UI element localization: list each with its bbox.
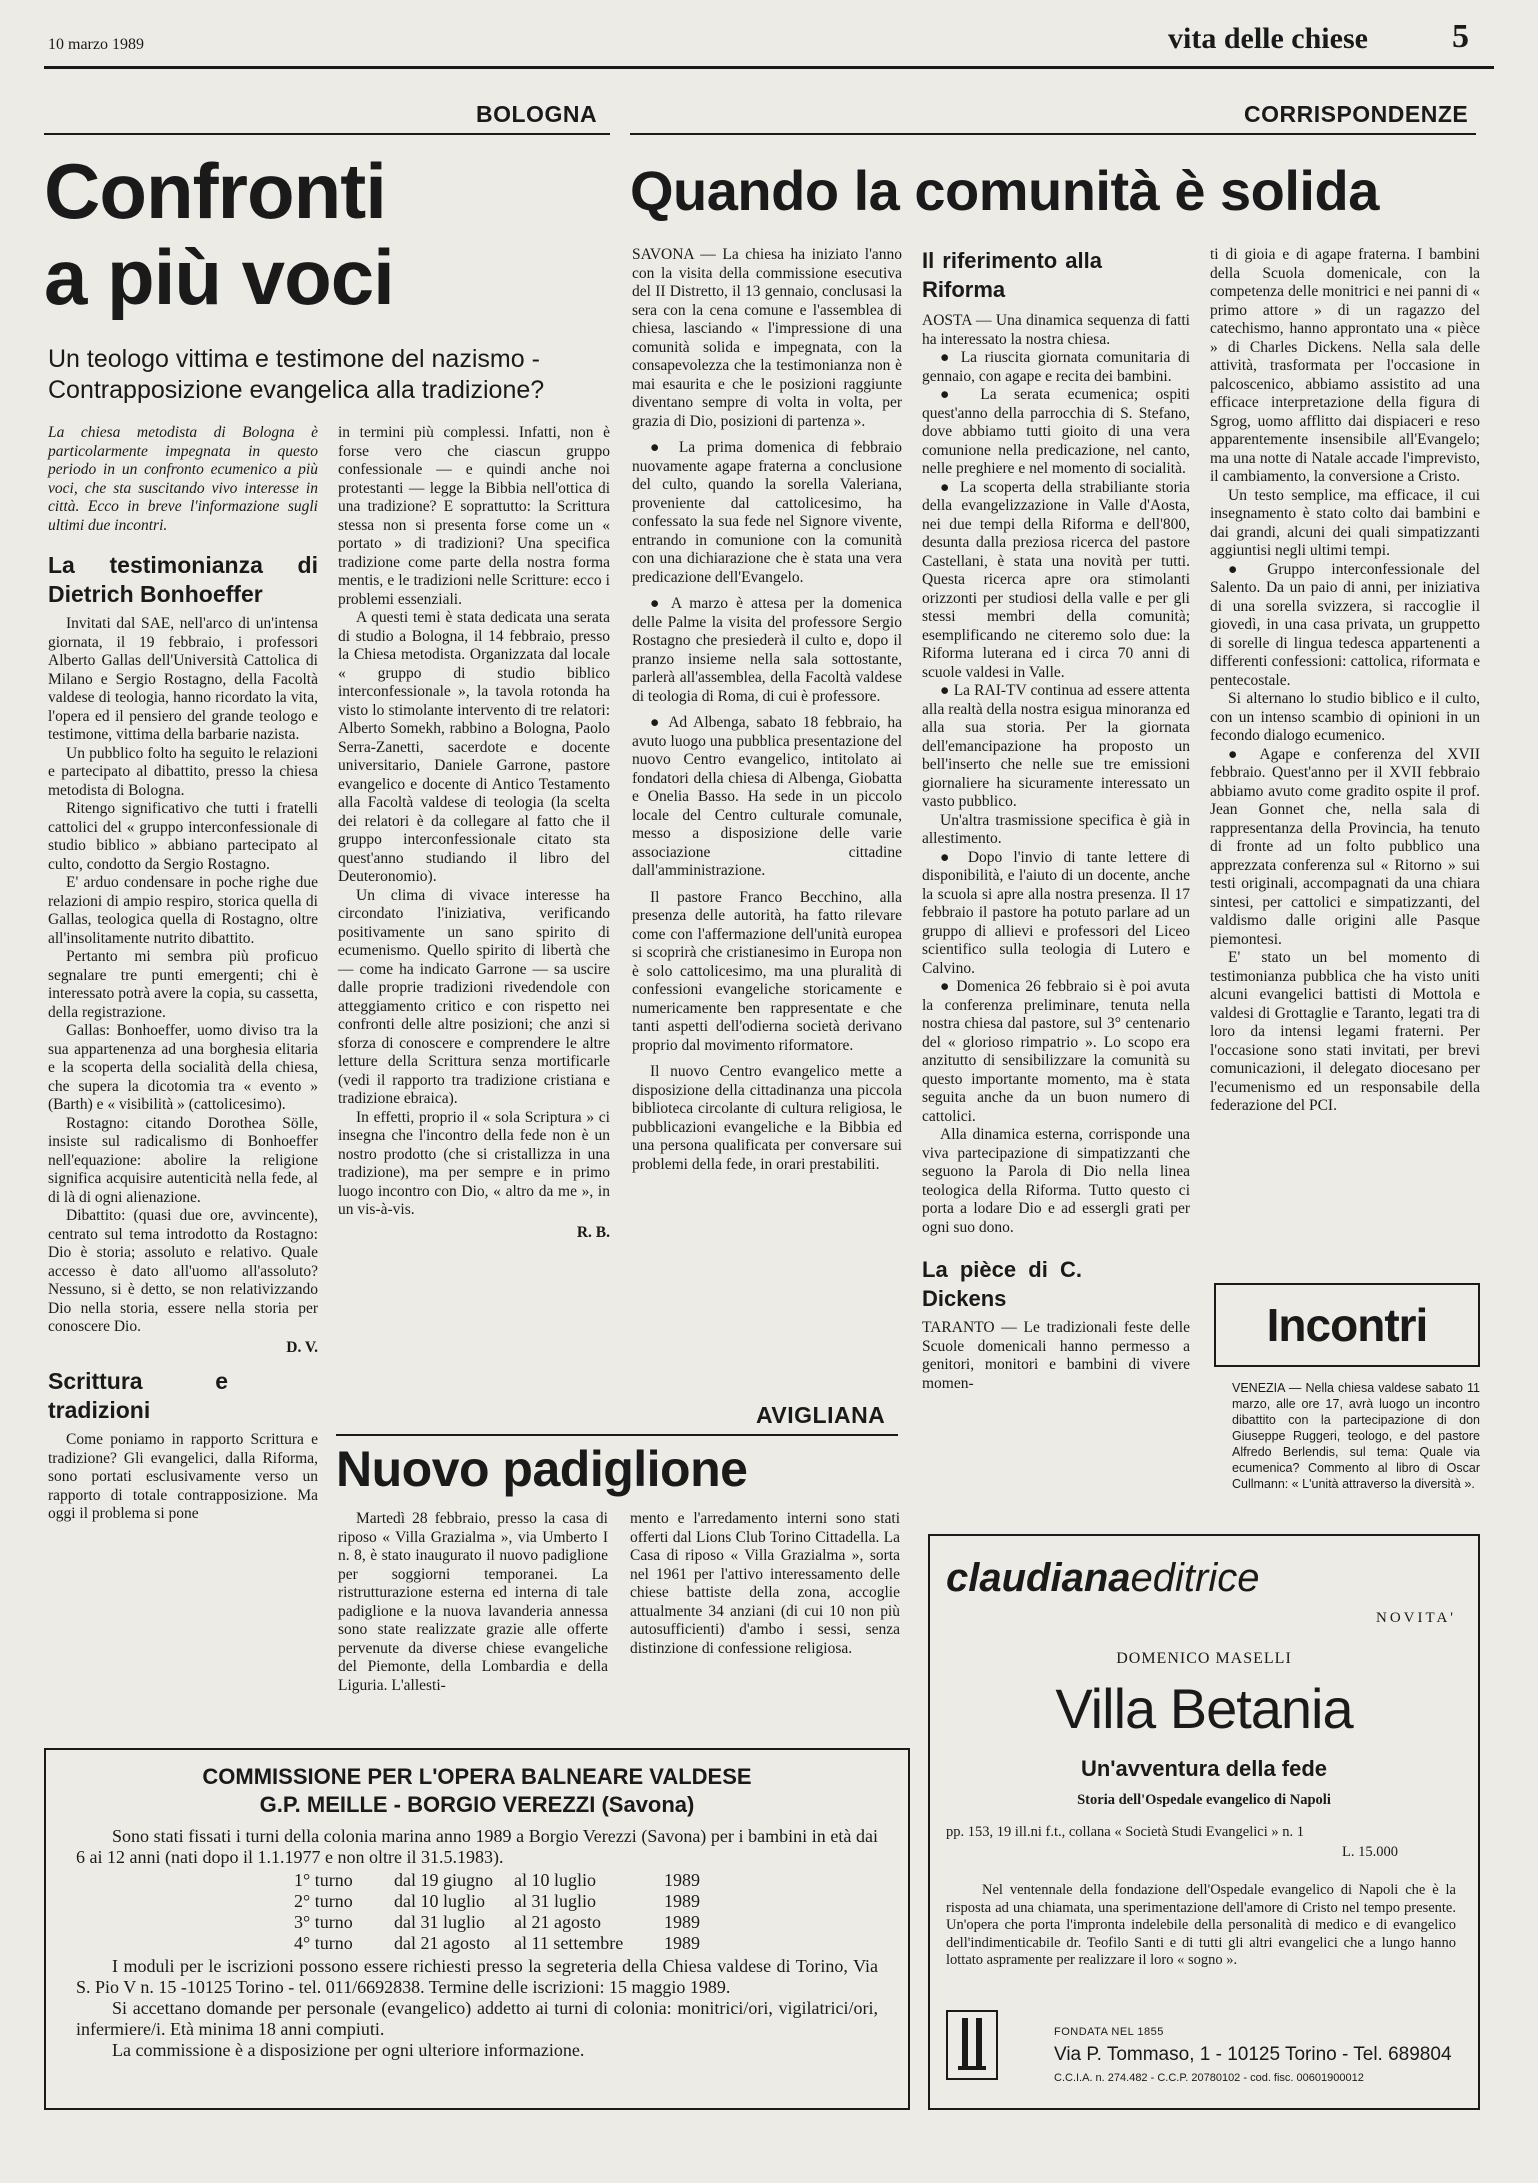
- turno-row: [294, 1912, 908, 1933]
- turno-number: 3° turno: [294, 1912, 353, 1932]
- book-author: DOMENICO MASELLI: [1116, 1650, 1292, 1667]
- book-details: pp. 153, 19 ill.ni f.t., collana « Società Studi Evangelici » n. 1: [946, 1824, 1305, 1840]
- signature-rb: R. B.: [576, 1223, 610, 1241]
- publisher-address: Via P. Tommaso, 1 - 10125 Torino - Tel. 689804: [1054, 2044, 1452, 2065]
- paragraph: Dibattito: (quasi due ore, avvincente), centrato sul tema introdotto da Rostagno: Dio è storia; assoluto e relativo. Quale accesso è dato all'uomo all'assoluto? Nessuno, si è detto, se non relativizzando Dio nella storia, essere nella storia per conoscere Dio.: [48, 1207, 318, 1335]
- subhead-dickens: La pièce di C. Dickens: [922, 1257, 1082, 1311]
- commissione-intro: Sono stati fissati i turni della colonia marina anno 1989 a Borgio Verezzi (Savona) per i bambini in età dai 6 ai 12 anni (nati dopo il 1.1.1977 e non oltre il 31.5.1983).: [76, 1826, 878, 1867]
- brand-bold: claudiana: [946, 1556, 1131, 1600]
- turno-row: [294, 1933, 908, 1954]
- paragraph: A questi temi è stata dedicata una serata di studio a Bologna, il 14 febbraio, presso la Chiesa metodista. Organizzata dal locale « gruppo di studio biblico interconfessionale », la tavola rotonda ha visto lo stimolante intervento di tre relatori: Alberto Somekh, rabbino a Bologna, Paolo Serra-Zanetti, sacerdote e docente universitario, Daniele Garrone, pastore evangelico e docente di Antico Testamento alla Facoltà valdese di teologia (la scelta dei relatori è da collegare al fatto che il gruppo interconfessionale citato sta quest'anno studiando il libro del Deuteronomio).: [338, 609, 610, 885]
- paragraph: AOSTA — Una dinamica sequenza di fatti ha interessato la nostra chiesa.: [922, 312, 1190, 348]
- commissione-body1: I moduli per le iscrizioni possono essere richiesti presso la segreteria della Chiesa valdese di Torino, Via S. Pio V n. 15 -10125 Torino - tel. 011/6692838. Termine delle iscrizioni: 15 maggio 1989.: [76, 1956, 878, 1997]
- paragraph: Invitati dal SAE, nell'arco di un'intensa giornata, il 19 febbraio, i professori Alberto Gallas dell'Università Cattolica di Milano e Sergio Rostagno, della Facoltà valdese di teologia, hanno ricordato la vita, l'opera ed il pensiero del grande teologo e testimone, vittima della barbarie nazista.: [48, 615, 318, 743]
- signature-dv: D. V.: [286, 1338, 318, 1356]
- paragraph: ● La RAI-TV continua ad essere attenta alla realtà della nostra esigua minoranza ed alla sua storia. Per la giornata dell'emancipazione ha proposto un bell'inserto che nelle sue tre emissioni giornaliere ha sicuramente interessato un vasto pubblico.: [922, 682, 1190, 810]
- paragraph: In effetti, proprio il « sola Scriptura » ci insegna che l'incontro della fede non è un nostro prodotto (che si cristallizza in una tradizione), ma per sempre e in primo luogo incontro con Dio, « altro da me », in un vis-à-vis.: [338, 1108, 610, 1218]
- right-col-2: [922, 246, 1190, 1393]
- paragraph: in termini più complessi. Infatti, non è forse vero che ciascun gruppo confessionale — e quindi anche noi protestanti — legge la Bibbia nell'ottica di una tradizione? E soprattutto: la Scrittura stessa non si presenta forse come un « portato » di tradizioni? Una specifica tradizione come parte della nostra forma mentis, e le tradizioni nelle Scritture: ecco i problemi essenziali.: [338, 424, 610, 608]
- turno-row: [294, 1870, 908, 1891]
- intro-paragraph: La chiesa metodista di Bologna è particolarmente impegnata in questo periodo in un confronto ecumenico a più voci, che sta suscitando vivo interesse in città. Ecco in breve l'informazione sugli ultimi due incontri.: [48, 424, 318, 534]
- book-title: Villa Betania: [1055, 1677, 1353, 1740]
- section-label-bologna: BOLOGNA: [476, 101, 598, 127]
- paragraph: ● Gruppo interconfessionale del Salento. Da un paio di anni, per iniziativa di una sorella svizzera, si raccoglie il giovedì, in una casa privata, un gruppetto di sorelle di lingua tedesca appartenenti a differenti confessioni: cattolica, riformata e pentecostale.: [1210, 560, 1480, 689]
- paragraph: Un clima di vivace interesse ha circondato l'iniziativa, verificando positivamente un sano spirito di ecumenismo. Quello spirito di libertà che — come ha indicato Garrone — sa uscire dalle proprie tradizioni rivedendole con atteggiamento critico e con rispetto nei confronti delle altre posizioni; che anzi si sforza di conoscere e comprendere le altre letture della Scrittura senza mortificarle (vedi il rapporto tra tradizione cristiana e tradizione ebraica).: [338, 886, 610, 1107]
- subhead-riforma: Il riferimento alla Riforma: [922, 248, 1102, 302]
- turno-end: al 10 luglio: [514, 1870, 596, 1890]
- paragraph: Il nuovo Centro evangelico mette a disposizione della cittadinanza una piccola biblioteca circolante di cultura religiosa, le pubblicazioni evangeliche e la Bibbia ed una persona qualificata per conversare sui problemi della fede, in orari prestabiliti.: [632, 1063, 902, 1173]
- avigliana-col-b: [630, 1510, 900, 1658]
- turno-end: al 31 luglio: [514, 1891, 596, 1911]
- article-title-line1: Confronti: [44, 147, 386, 235]
- paragraph: ● Domenica 26 febbraio si è poi avuta la conferenza preliminare, tenuta nella nostra chiesa dal pastore, sul 3° centenario del « glorioso rimpatrio ». Lo scopo era anzitutto di sensibilizzare la comunità su questo importante momento, ma è stata seguita anche da un buon numero di cattolici.: [922, 978, 1190, 1125]
- turno-number: 1° turno: [294, 1870, 353, 1890]
- paragraph: Ritengo significativo che tutti i fratelli cattolici del « gruppo interconfessionale di studio biblico » abbiano partecipato al culto, condotto da Sergio Rostagno.: [48, 800, 318, 873]
- turno-end: al 21 agosto: [514, 1912, 601, 1932]
- turno-year: 1989: [664, 1870, 700, 1890]
- paragraph: Gallas: Bonhoeffer, uomo diviso tra la sua appartenenza ad una borghesia elitaria e la scoperta della socialità della chiesa, che supera la dicotomia tra « evento » (Barth) e « visibilità » (cattolicesimo).: [48, 1022, 318, 1113]
- paragraph: Come poniamo in rapporto Scrittura e tradizione? Gli evangelici, dalla Riforma, sono portati esclusivamente verso un rapporto di totale contrapposizione. Ma oggi il problema si pone: [48, 1431, 318, 1522]
- novita-label: NOVITA': [1376, 1610, 1456, 1626]
- masthead: vita delle chiese: [1168, 22, 1368, 55]
- incontri-text: VENEZIA — Nella chiesa valdese sabato 11 marzo, alle ore 17, avrà luogo un incontro dibattito con la partecipazione di don Giuseppe Ruggeri, teologo, e del pastore Alfredo Berlendis, sul tema: Quale via ecumenica? Commento al libro di Oscar Cullmann: « L'unità attraverso la diversità ».: [1232, 1381, 1480, 1491]
- claudiana-brand: [946, 1556, 1259, 1601]
- section-label-avigliana: AVIGLIANA: [756, 1402, 886, 1428]
- paragraph: TARANTO — Le tradizionali feste delle Scuole domenicali hanno permesso a genitori, monitori e bambini di vivere momen-: [922, 1319, 1190, 1392]
- book-price: L. 15.000: [1342, 1844, 1398, 1860]
- turno-start: dal 31 luglio: [394, 1912, 485, 1932]
- subhead-bonhoeffer: La testimonianza di Dietrich Bonhoeffer: [48, 552, 318, 607]
- right-col-1: [632, 246, 902, 1174]
- paragraph: ● La riuscita giornata comunitaria di gennaio, con agape e recita dei bambini.: [922, 349, 1190, 385]
- turno-start: dal 10 luglio: [394, 1891, 485, 1911]
- subhead-scrittura: Scrittura e tradizioni: [48, 1368, 228, 1423]
- logo-symbol-icon: [948, 2012, 996, 2078]
- commissione-box: [44, 1748, 910, 2110]
- commissione-body3: La commissione è a disposizione per ogni ulteriore informazione.: [112, 2040, 585, 2060]
- turno-year: 1989: [664, 1933, 700, 1953]
- claudiana-ad: [928, 1534, 1480, 2110]
- section-rule-right: [630, 133, 1476, 135]
- article-title: [44, 148, 394, 320]
- brand-light: editrice: [1130, 1556, 1260, 1600]
- header-rule: [44, 66, 1494, 69]
- turno-start: dal 19 giugno: [394, 1870, 493, 1890]
- turno-end: al 11 settembre: [514, 1933, 624, 1953]
- article-subtitle: Un teologo vittima e testimone del nazismo - Contrapposizione evangelica alla tradizione?: [48, 345, 545, 404]
- incontri-title: Incontri: [1266, 1299, 1428, 1351]
- founded-label: FONDATA NEL 1855: [1054, 2026, 1164, 2038]
- paragraph: ● La prima domenica di febbraio nuovamente agape fraterna a conclusione del culto, quando la sorella Valeriana, proveniente dal cattolicesimo, ha confessato la sua fede nel Signore vivente, entrando in comunione con la comunità con una dichiarazione che è stata una vera predicazione dell'Evangelo.: [632, 439, 902, 586]
- paragraph: ● Agape e conferenza del XVII febbraio. Quest'anno per il XVII febbraio abbiamo avuto come gradito ospite il prof. Jean Gonnet che, nella sala di rappresentanza della Provincia, ha tenuto di fronte ad un folto pubblico una apprezzata conferenza sul « Ritorno » sui testi originali, accompagnati da una chiara sintesi, per cattolici e simpatizzanti, del valdismo dalle origini alle Pasque piemontesi.: [1210, 745, 1480, 948]
- turno-year: 1989: [664, 1912, 700, 1932]
- turni-table: [294, 1870, 908, 1954]
- turno-year: 1989: [664, 1891, 700, 1911]
- paragraph: ● A marzo è attesa per la domenica delle Palme la visita del professore Sergio Rostagno che presiederà il culto e, dopo il pranzo insieme nella sala sottostante, parlerà all'assemblea, della Facoltà valdese di teologia di Roma, di cui è professore.: [632, 595, 902, 705]
- paragraph: Un pubblico folto ha seguito le relazioni e partecipato al dibattito, presso la chiesa metodista di Bologna.: [48, 744, 318, 799]
- issue-date: 10 marzo 1989: [48, 36, 144, 53]
- paragraph: ● Ad Albenga, sabato 18 febbraio, ha avuto luogo una pubblica presentazione del nuovo Centro evangelico, intitolato ai fondatori della chiesa di Albenga, Giobatta e Onelia Basso. Ha sede in un piccolo locale del Centro culturale comunale, messo a disposizione delle varie associazione cittadine dall'amministrazione.: [632, 714, 902, 879]
- commissione-title1: COMMISSIONE PER L'OPERA BALNEARE VALDESE: [202, 1764, 752, 1789]
- turno-row: [294, 1891, 908, 1912]
- article-title-corrispondenze: Quando la comunità è solida: [630, 159, 1379, 222]
- paragraph: Rostagno: citando Dorothea Sölle, insiste sul radicalismo di Bonhoeffer nell'equazione: abolire la religione significa acquisire autenticità nella fede, al di là di ogni alienazione.: [48, 1114, 318, 1206]
- avigliana-col-a: [338, 1510, 608, 1695]
- section-rule-left: [44, 133, 610, 135]
- paragraph: ● Dopo l'invio di tante lettere di disponibilità, e l'aiuto di un docente, anche la scuola si apre alla nostra presenza. Il 17 febbraio il pastore ha potuto parlare ad un gruppo di allievi e professori del Liceo scientifico sulla teologia di Lutero e Calvino.: [922, 848, 1190, 977]
- turno-start: dal 21 agosto: [394, 1933, 490, 1953]
- paragraph: E' arduo condensare in poche righe due relazioni di ampio respiro, storica quella di Gallas, teologica quella di Rostagno, oltre all'insolitamente nutrito dibattito.: [48, 874, 318, 947]
- paragraph: Un'altra trasmissione specifica è già in allestimento.: [922, 811, 1190, 847]
- turno-number: 2° turno: [294, 1891, 353, 1911]
- paragraph: mento e l'arredamento interni sono stati offerti dal Lions Club Torino Cittadella. La Casa di riposo « Villa Grazialma », sorta nel 1961 per l'attivo interessamento delle chiese battiste della zona, accoglie attualmente 34 anziani (di cui 10 non più autosufficienti) d'ambo i sessi, senza distinzione di confessione religiosa.: [630, 1510, 900, 1657]
- commissione-title2: G.P. MEILLE - BORGIO VEREZZI (Savona): [259, 1792, 695, 1817]
- avigliana-title: Nuovo padiglione: [336, 1441, 748, 1497]
- commissione-body2: Si accettano domande per personale (evangelico) addetto ai turni di colonia: monitrici/ori, vigilatrici/ori, infermiere/i. Età minima 18 anni compiuti.: [76, 1998, 878, 2039]
- book-description: Nel ventennale della fondazione dell'Ospedale evangelico di Napoli che è la risposta ad una chiamata, una sperimentazione dell'amore di Cristo nel tempo presente. Un'opera che porta l'impronta indelebile della personalità di medico e di evangelico dell'indimenticabile dr. Teofilo Santi e di tutti gli altri evangelici che a lungo hanno lottato aspramente per realizzare il loro « sogno ».: [946, 1882, 1456, 1968]
- paragraph: Si alternano lo studio biblico e il culto, con un intenso scambio di opinioni in un fecondo dialogo ecumenico.: [1210, 690, 1480, 744]
- turno-number: 4° turno: [294, 1933, 353, 1953]
- incontri-box: [1214, 1283, 1480, 1367]
- right-col-3: [1210, 246, 1480, 1116]
- page-number: 5: [1452, 18, 1469, 55]
- claudiana-logo-icon: [946, 2010, 998, 2080]
- paragraph: Un testo semplice, ma efficace, il cui insegnamento è stato colto dai bambini e dai grandi, alcuni dei quali simpatizzanti aggiuntisi negli ultimi tempi.: [1210, 486, 1480, 559]
- section-label-corrispondenze: CORRISPONDENZE: [1244, 101, 1469, 127]
- paragraph: Alla dinamica esterna, corrisponde una viva partecipazione di simpatizzanti che seguono la Parola di Dio nella linea teologica della Riforma. Tutto questo ci porta a lodare Dio e ad essergli grati per ogni suo dono.: [922, 1126, 1190, 1236]
- publisher-codes: C.C.I.A. n. 274.482 - C.C.P. 20780102 - cod. fisc. 00601900012: [1054, 2072, 1364, 2084]
- paragraph: ti di gioia e di agape fraterna. I bambini della Scuola domenicale, con la competenza delle monitrici e nei panni di « primo attore » di un ragazzo del catechismo, hanno approntato una « pièce » di Charles Dickens. Nella sala delle attività, trasformata per l'occasione in palcoscenico, abbiamo assistito ad una efficace interpretazione della figura di Sgrog, uomo afflitto dai dispiaceri e reso apparentemente insensibile all'Evangelo; ma una notte di Natale accade l'imprevisto, il cambiamento, la conversione a Cristo.: [1210, 246, 1480, 485]
- paragraph: Il pastore Franco Becchino, alla presenza delle autorità, ha fatto rilevare come con l'affermazione dell'unità europea si scoprirà che cristianesimo in Europa non è solo cattolicesimo, ma una pluralità di confessioni evangeliche storicamente e numericamente ben rappresentate e che tanti aspetti dell'odierna società derivano proprio dal movimento riformatore.: [632, 888, 902, 1054]
- paragraph: E' stato un bel momento di testimonianza pubblica che ha visto uniti alcuni evangelici battisti di Mottola e valdesi di Grottaglie e Taranto, legati tra di loro da intensi legami fraterni. Per l'occasione sono stati invitati, per brevi comunicazioni, il delegato diocesano per l'ecumenismo ed un responsabile della federazione del PCI.: [1210, 949, 1480, 1114]
- section-rule-avigliana: [336, 1434, 898, 1436]
- paragraph: SAVONA — La chiesa ha iniziato l'anno con la visita della commissione esecutiva del II Distretto, il 13 gennaio, conclusasi la sera con la cena comune e l'assemblea di chiesa, lasciando « l'impressione di una comunità solida e impegnata, con la consapevolezza che la testimonianza non è mai esaurita e che le posizioni raggiunte diventano sempre di volta in volta, per grazia di Dio, posizioni di partenza ».: [632, 246, 902, 430]
- left-col-2: [338, 424, 610, 1242]
- book-subtitle2: Storia dell'Ospedale evangelico di Napoli: [1077, 1792, 1331, 1808]
- left-col-1: [48, 424, 318, 1524]
- paragraph: ● La scoperta della strabiliante storia della evangelizzazione in Valle d'Aosta, nei due tempi della Riforma e dell'800, desunta dalla preziosa ricerca del pastore Castellani, è stata una novità per tutti. Questa ricerca apre ora stimolanti orizzonti per studiosi della valle e per gli stessi membri della comunità; esemplificando ne citeremo solo due: la Riforma luterana ed i circa 70 anni di scuole valdesi in Valle.: [922, 478, 1190, 681]
- paragraph: Martedì 28 febbraio, presso la casa di riposo « Villa Grazialma », via Umberto I n. 8, è stato inaugurato il nuovo padiglione per soggiorni temporanei. La ristrutturazione esterna ed interna di tale padiglione e la nuova lavanderia annessa sono state realizzate grazie alle offerte pervenute da diverse chiese evangeliche del Piemonte, della Lombardia e della Liguria. L'allesti-: [338, 1510, 608, 1694]
- book-subtitle: Un'avventura della fede: [1080, 1756, 1328, 1781]
- paragraph: Pertanto mi sembra più proficuo segnalare tre punti emergenti; chi è interessato potrà avere la copia, su cassetta, della registrazione.: [48, 948, 318, 1021]
- paragraph: ● La serata ecumenica; ospiti quest'anno della parrocchia di S. Stefano, dove abbiamo tutti gioito di una vera comunione nella predicazione, nel canto, nelle preghiere e nel momento di socialità.: [922, 386, 1190, 477]
- article-title-line2: a più voci: [44, 233, 394, 321]
